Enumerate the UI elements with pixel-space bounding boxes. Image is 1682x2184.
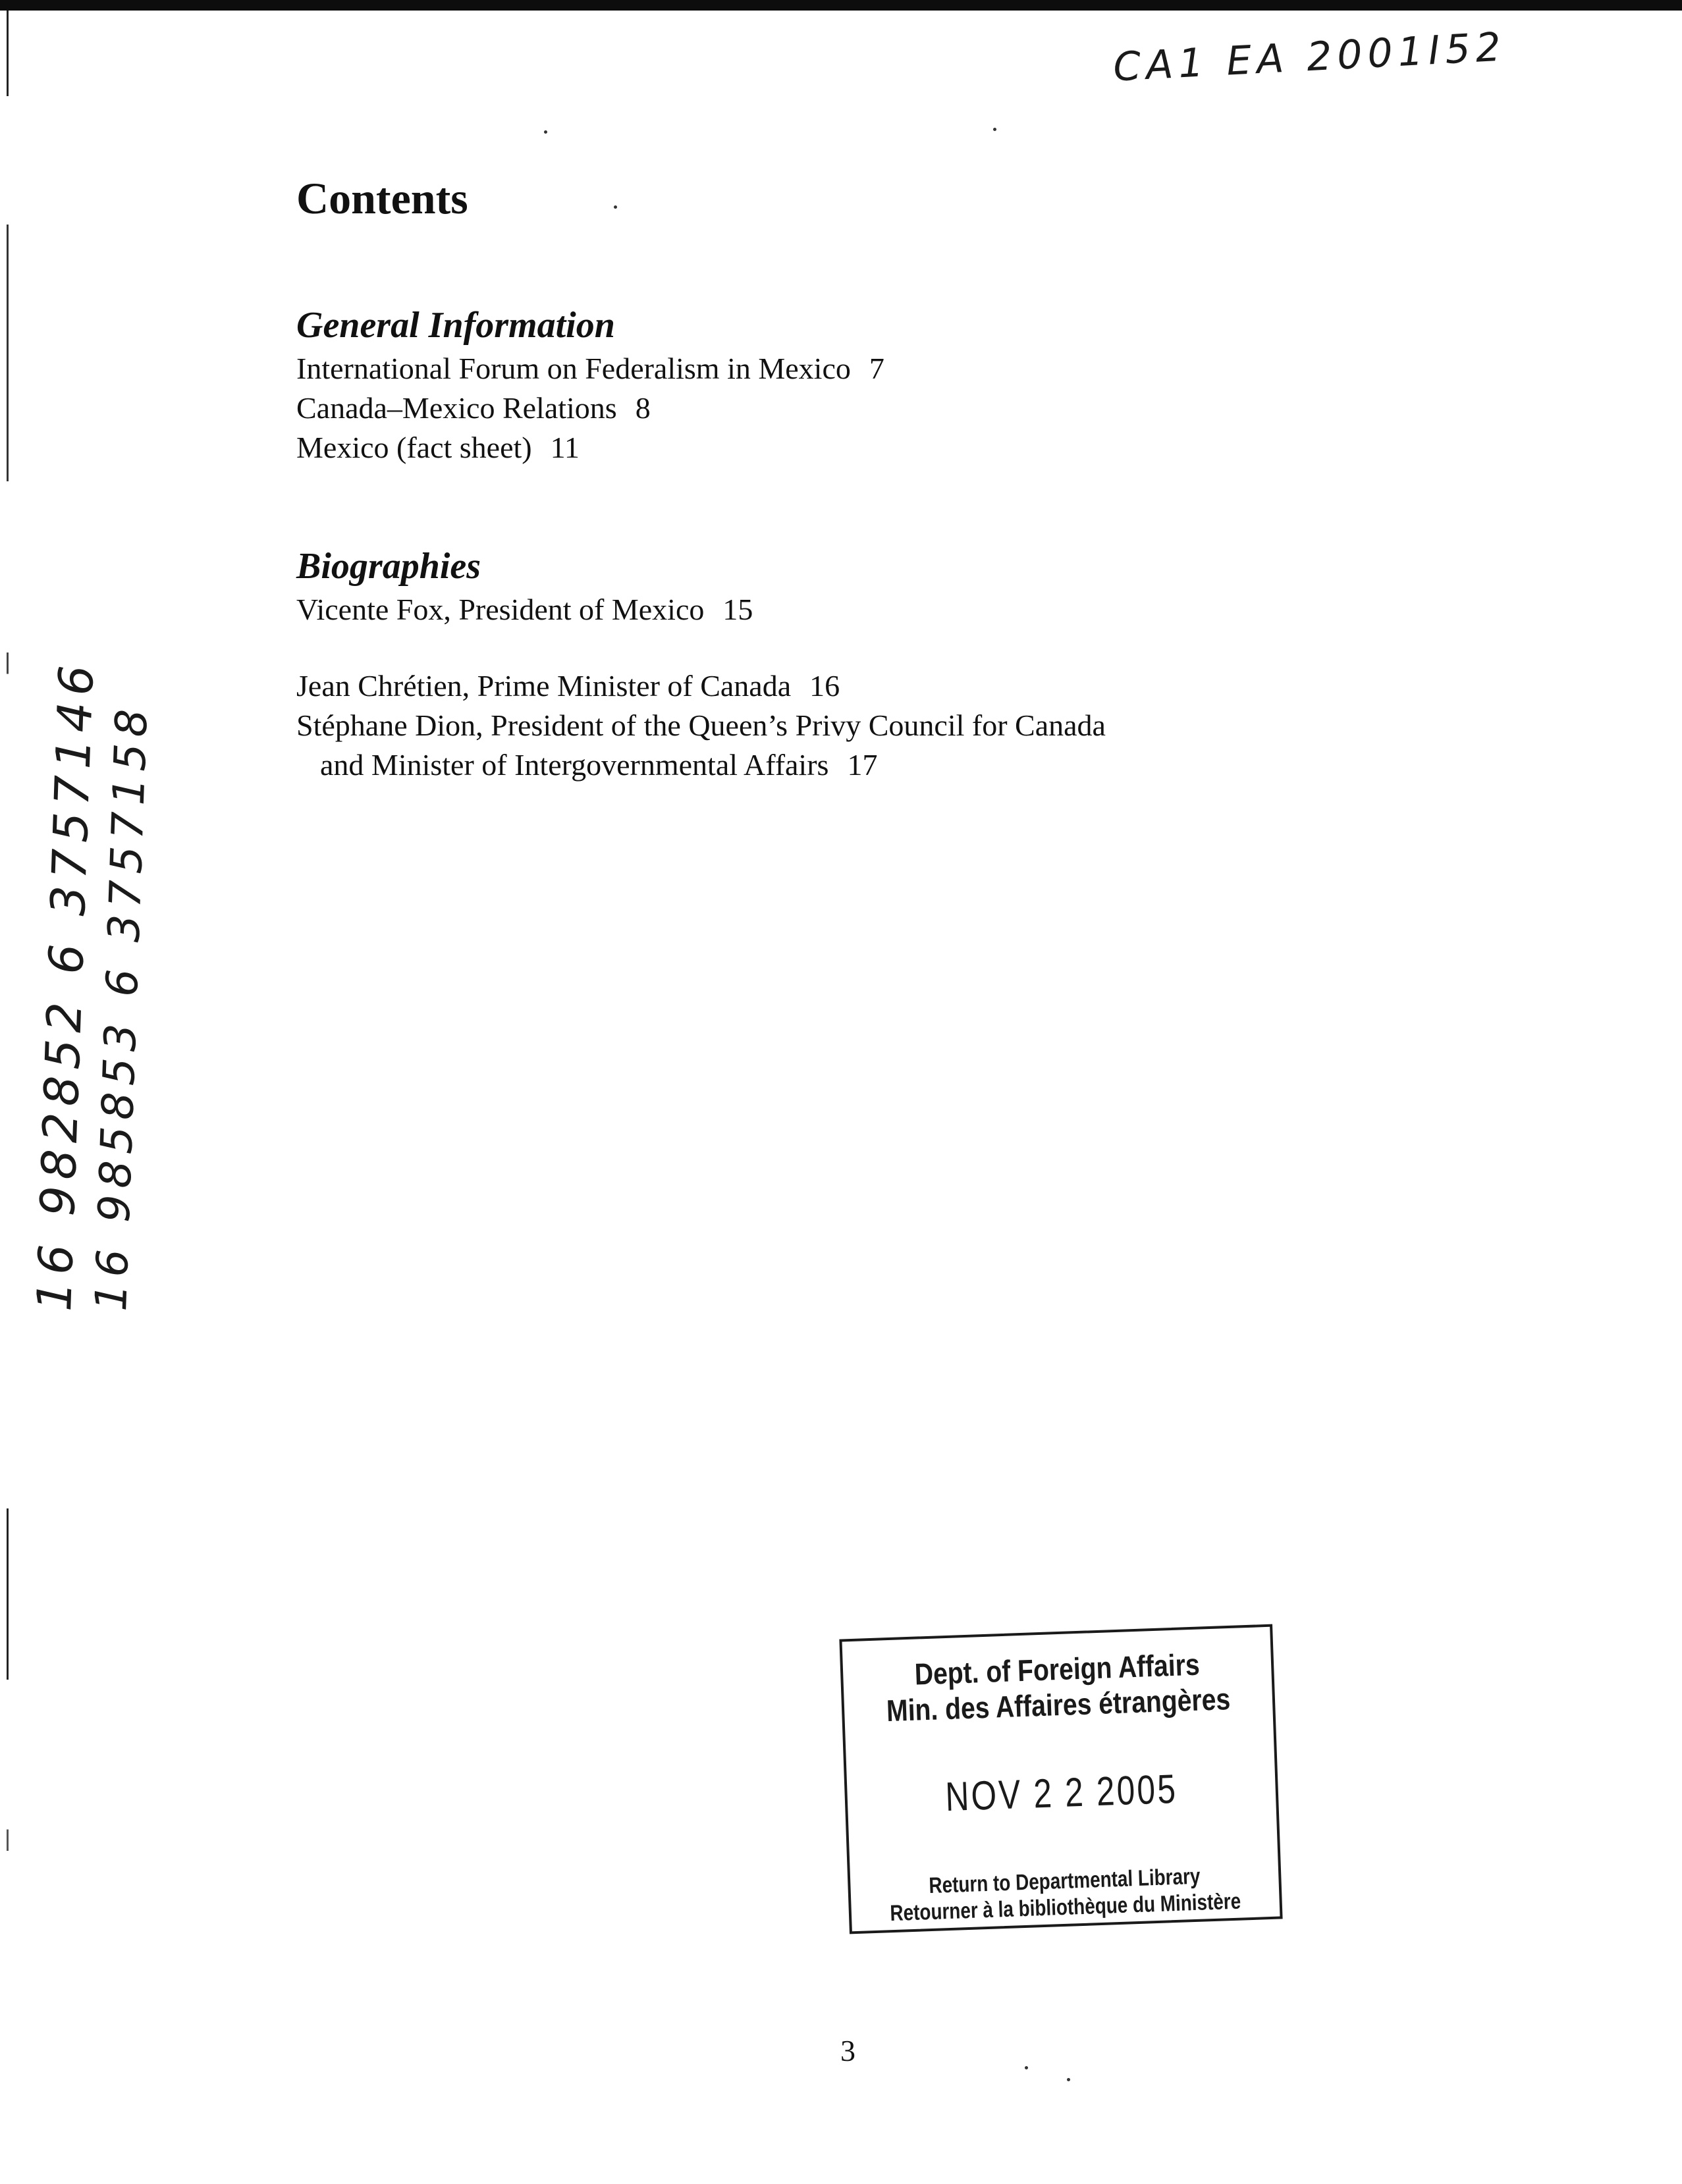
scan-speck — [1025, 2066, 1028, 2069]
scan-speck — [614, 205, 617, 209]
toc-entry-page: 17 — [847, 748, 878, 782]
toc-entry-title: International Forum on Federalism in Mexico — [296, 352, 851, 385]
handwritten-call-number: CA1 EA 2001I52 — [1112, 24, 1507, 91]
library-received-stamp — [839, 1624, 1282, 1934]
stamp-dept-en: Dept. of Foreign Affairs — [913, 1647, 1201, 1691]
handwritten-barcode-number-1: 16 982852 6 3757146 — [26, 657, 105, 1312]
toc-entry-title: Jean Chrétien, Prime Minister of Canada — [296, 669, 792, 703]
page-title: Contents — [296, 173, 468, 223]
page-number: 3 — [840, 2034, 855, 2067]
toc-entry-page: 16 — [809, 669, 840, 703]
toc-entry-page: 15 — [722, 593, 753, 626]
section-biographies — [296, 545, 1106, 785]
scan-top-border — [0, 0, 1682, 11]
toc-entry-title: Mexico (fact sheet) — [296, 431, 532, 464]
handwritten-barcode-number-2: 16 985853 6 3757158 — [86, 701, 158, 1312]
scan-speck — [1067, 2078, 1070, 2081]
stamp-return-fr: Retourner à la bibliothèque du Ministère — [889, 1888, 1241, 1927]
toc-entry — [296, 388, 884, 428]
section-heading: General Information — [296, 305, 615, 346]
toc-entry-page: 7 — [869, 352, 884, 385]
spacer — [296, 629, 1106, 666]
scan-left-edge — [7, 11, 9, 2150]
toc-entry-title: Canada–Mexico Relations — [296, 391, 617, 425]
stamp-return-en: Return to Departmental Library — [928, 1863, 1201, 1899]
stamp-date: NOV 2 2 2005 — [944, 1766, 1179, 1821]
toc-entry-title: Vicente Fox, President of Mexico — [296, 593, 705, 626]
section-general-information — [296, 304, 884, 467]
toc-entry — [296, 666, 1106, 706]
toc-entry-page: 11 — [550, 431, 580, 464]
toc-entry-title: and Minister of Intergovernmental Affairs — [320, 748, 829, 782]
toc-entry — [296, 349, 884, 388]
toc-entry-continuation — [296, 745, 1106, 785]
scan-speck — [993, 128, 996, 131]
toc-entry — [296, 428, 884, 467]
toc-entry-page: 8 — [635, 391, 651, 425]
toc-entry — [296, 706, 1106, 745]
section-heading: Biographies — [296, 546, 481, 587]
scan-speck — [544, 130, 547, 134]
stamp-dept-fr: Min. des Affaires étrangères — [886, 1681, 1231, 1728]
toc-entry — [296, 590, 1106, 629]
toc-entry-title: Stéphane Dion, President of the Queen’s Privy Council for Canada — [296, 708, 1106, 742]
